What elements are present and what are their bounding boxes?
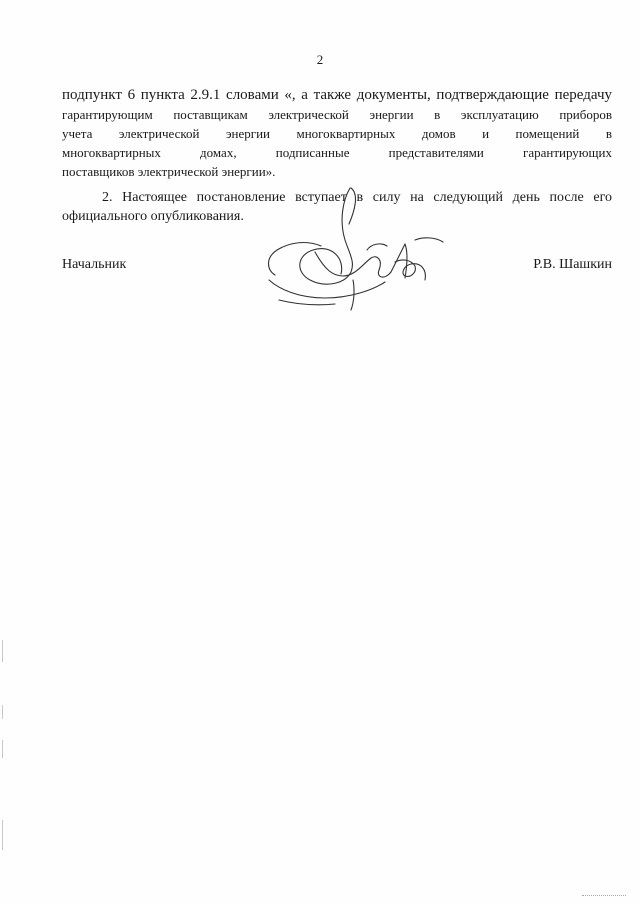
scan-edge-mark — [2, 640, 3, 662]
scan-edge-mark — [2, 740, 3, 758]
paragraph-line: подпункт 6 пункта 2.9.1 словами «, а также документы, подтверждающие передачу — [62, 87, 612, 103]
paragraph-line: учета электрической энергии многоквартирных домов и помещений в — [62, 126, 612, 141]
page-number: 2 — [316, 52, 324, 67]
paragraph-line: поставщиков электрической энергии». — [62, 164, 276, 179]
paragraph-line: 2. Настоящее постановление вступает в силу на следующий день после его — [102, 190, 612, 205]
paragraph-line: официального опубликования. — [62, 209, 244, 224]
scan-edge-mark — [2, 705, 3, 719]
handwritten-signature — [255, 180, 455, 315]
scan-edge-mark — [2, 820, 3, 850]
paragraph-amendment — [62, 86, 612, 181]
paragraph-line: гарантирующим поставщикам электрической энергии в эксплуатацию приборов — [62, 107, 612, 122]
scan-footer-mark — [582, 895, 626, 897]
signer-position: Начальник — [62, 257, 127, 272]
paragraph-line: многоквартирных домах, подписанные представителями гарантирующих — [62, 145, 612, 160]
signer-name: Р.В. Шашкин — [533, 257, 612, 272]
